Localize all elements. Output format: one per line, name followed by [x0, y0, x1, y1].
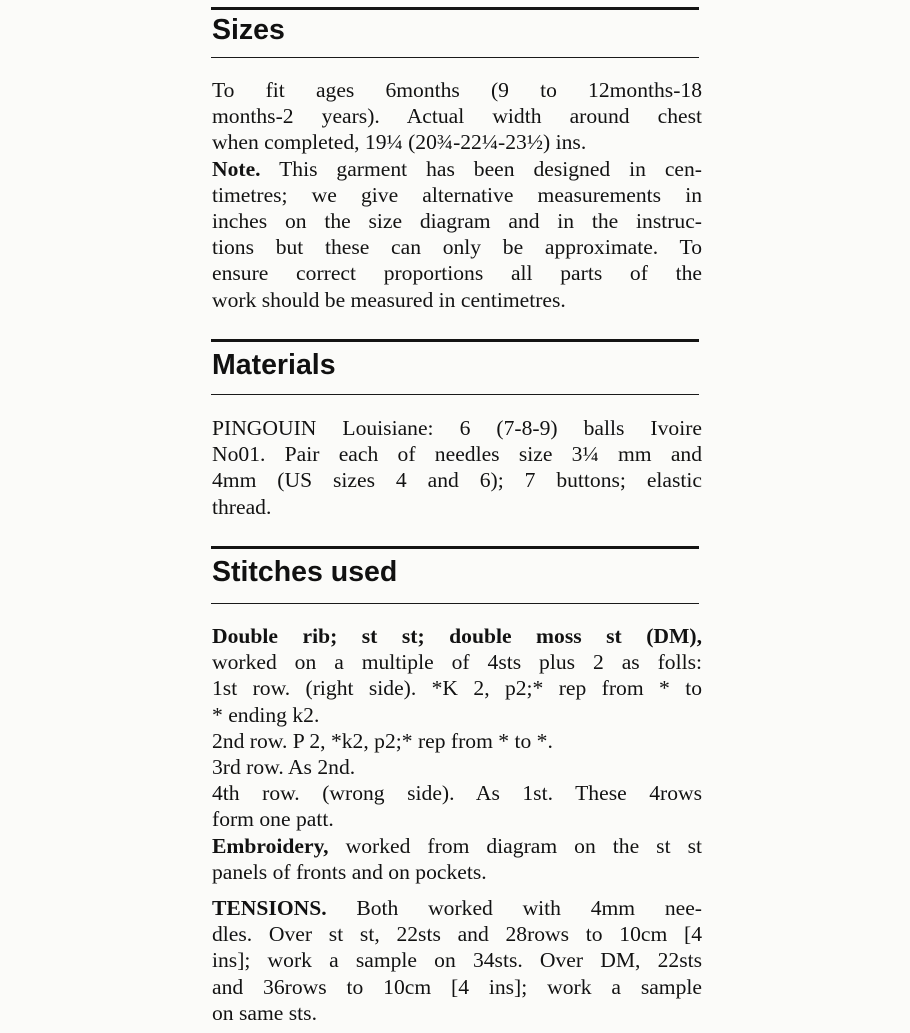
note-line: tions but these can only be approximate. To — [212, 235, 702, 260]
materials-body — [212, 415, 702, 520]
tensions-text: Both worked with 4mm nee- — [356, 896, 702, 920]
sizes-body — [212, 77, 702, 313]
stitches-body — [212, 623, 702, 885]
stitches-line: 1st row. (right side). *K 2, p2;* rep from * to — [212, 676, 702, 701]
sizes-line: months-2 years). Actual width around chest — [212, 104, 702, 129]
embroidery-line: panels of fronts and on pockets. — [212, 859, 487, 884]
note-line-first — [212, 156, 702, 182]
stitches-line: 3rd row. As 2nd. — [212, 755, 356, 780]
materials-line: 4mm (US sizes 4 and 6); 7 buttons; elastic — [212, 468, 702, 493]
tensions-line: on same sts. — [212, 1000, 317, 1025]
note-line: ensure correct proportions all parts of the — [212, 261, 702, 286]
tensions-body — [212, 895, 702, 1026]
materials-bottom-rule — [211, 394, 699, 395]
materials-top-rule — [211, 339, 699, 342]
stitches-bottom-rule — [211, 603, 699, 604]
stitches-line: form one patt. — [212, 807, 334, 832]
stitches-top-rule — [211, 546, 699, 549]
tensions-label: TENSIONS. — [212, 896, 327, 920]
embroidery-label: Embroidery, — [212, 833, 329, 858]
stitches-line: * ending k2. — [212, 702, 320, 727]
sizes-heading: Sizes — [212, 14, 285, 46]
materials-line: thread. — [212, 494, 272, 519]
note-label: Note. — [212, 156, 261, 181]
sizes-line: To fit ages 6months (9 to 12months-18 — [212, 78, 702, 102]
materials-line: No01. Pair each of needles size 3¼ mm and — [212, 442, 702, 467]
embroidery-line-first — [212, 833, 702, 859]
tensions-line: ins]; work a sample on 34sts. Over DM, 22sts — [212, 948, 702, 973]
materials-line: PINGOUIN Louisiane: 6 (7-8-9) balls Ivoire — [212, 416, 702, 440]
tensions-line: dles. Over st st, 22sts and 28rows to 10cm [4 — [212, 922, 702, 947]
stitches-line: 2nd row. P 2, *k2, p2;* rep from * to *. — [212, 728, 553, 753]
note-text: This garment has been designed in cen- — [279, 156, 702, 181]
note-line: timetres; we give alternative measurements in — [212, 182, 702, 207]
tensions-line: and 36rows to 10cm [4 ins]; work a sample — [212, 974, 702, 999]
sizes-line: when completed, 19¼ (20¾-22¼-23½) ins. — [212, 130, 587, 155]
embroidery-text: worked from diagram on the st st — [345, 833, 703, 858]
sizes-bottom-rule — [211, 57, 699, 58]
note-line: work should be measured in centimetres. — [212, 287, 566, 312]
tensions-line-first — [212, 895, 702, 921]
materials-heading: Materials — [212, 349, 336, 381]
stitch-types-line: Double rib; st st; double moss st (DM), — [212, 624, 702, 648]
sizes-top-rule — [211, 7, 699, 10]
note-line: inches on the size diagram and in the instruc- — [212, 209, 702, 234]
stitches-line: worked on a multiple of 4sts plus 2 as folls: — [212, 650, 702, 675]
stitches-heading: Stitches used — [212, 556, 398, 588]
stitches-line: 4th row. (wrong side). As 1st. These 4rows — [212, 781, 702, 806]
